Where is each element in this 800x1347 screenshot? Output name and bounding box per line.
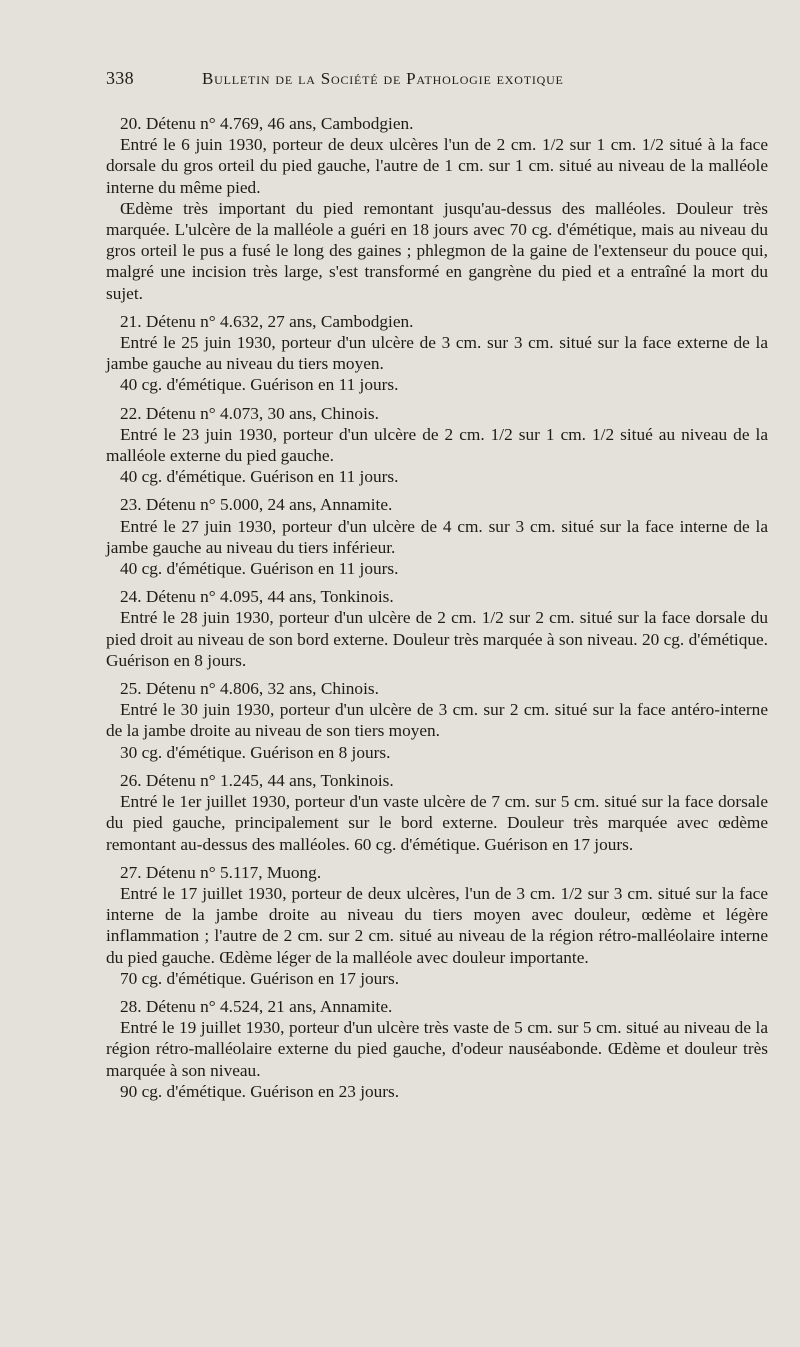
case-title: 21. Détenu n° 4.632, 27 ans, Cambodgien. <box>120 311 414 331</box>
case-title: 24. Détenu n° 4.095, 44 ans, Tonkinois. <box>120 587 394 607</box>
case-22 <box>106 403 768 488</box>
case-paragraph: Entré le 19 juillet 1930, porteur d'un ulcère très vaste de 5 cm. sur 5 cm. situé au niveau de la région rétro-malléolaire externe du pied gauche, d'odeur nauséabonde. Œdème et douleur très marquée à son niveau. <box>106 1018 768 1080</box>
case-paragraph: Entré le 30 juin 1930, porteur d'un ulcère de 3 cm. sur 2 cm. situé sur la face antéro-interne de la jambe droite au niveau de son tiers moyen. <box>106 700 768 741</box>
case-title: 26. Détenu n° 1.245, 44 ans, Tonkinois. <box>120 770 394 790</box>
case-28 <box>106 996 768 1102</box>
case-23 <box>106 494 768 579</box>
case-title: 27. Détenu n° 5.117, Muong. <box>120 862 322 882</box>
case-title: 28. Détenu n° 4.524, 21 ans, Annamite. <box>120 996 393 1016</box>
case-21 <box>106 311 768 396</box>
case-20 <box>106 113 768 304</box>
case-paragraph: 90 cg. d'émétique. Guérison en 23 jours. <box>120 1081 400 1101</box>
case-25 <box>106 678 768 763</box>
case-paragraph: Entré le 28 juin 1930, porteur d'un ulcère de 2 cm. 1/2 sur 2 cm. situé sur la face dorsale du pied droit au niveau de son bord externe. Douleur très marquée à son niveau. 20 cg. d'émétique. Guérison en 8 jours. <box>106 608 768 670</box>
case-title: 20. Détenu n° 4.769, 46 ans, Cambodgien. <box>120 114 414 133</box>
running-title: Bulletin de la Société de Pathologie exotique <box>202 69 564 88</box>
case-paragraph: Entré le 25 juin 1930, porteur d'un ulcère de 3 cm. sur 3 cm. situé sur la face externe de la jambe gauche au niveau du tiers moyen. <box>106 333 768 374</box>
case-paragraph: 70 cg. d'émétique. Guérison en 17 jours. <box>120 968 400 988</box>
case-24 <box>106 586 768 671</box>
case-title: 25. Détenu n° 4.806, 32 ans, Chinois. <box>120 679 379 699</box>
case-paragraph: Entré le 27 juin 1930, porteur d'un ulcère de 4 cm. sur 3 cm. situé sur la face interne de la jambe gauche au niveau du tiers inférieur. <box>106 516 768 557</box>
case-paragraph: Entré le 23 juin 1930, porteur d'un ulcère de 2 cm. 1/2 sur 1 cm. 1/2 situé au niveau de la malléole externe du pied gauche. <box>106 424 768 466</box>
page-header <box>106 68 768 89</box>
case-paragraph: Entré le 17 juillet 1930, porteur de deux ulcères, l'un de 3 cm. 1/2 sur 3 cm. situé sur la face interne de la jambe droite au niveau du tiers moyen avec douleur, œdème et légère inflammation ; l'autre de 2 cm. sur 2 cm. situé au niveau de la région rétro-malléolaire interne du pied gauche. Œdème léger de la malléole avec douleur importante. <box>106 883 768 967</box>
case-paragraph: 30 cg. d'émétique. Guérison en 8 jours. <box>120 742 391 762</box>
case-paragraph: 40 cg. d'émétique. Guérison en 11 jours. <box>120 375 399 395</box>
case-paragraph: 40 cg. d'émétique. Guérison en 11 jours. <box>120 467 399 487</box>
case-paragraph: Œdème très important du pied remontant jusqu'au-dessus des malléoles. Douleur très marquée. L'ulcère de la malléole a guéri en 18 jours avec 70 cg. d'émétique, mais au niveau du gros orteil le pus a fusé le long des gaines ; phlegmon de la gaine de l'extenseur du pouce qui, malgré une incision très large, s'est transformé en gangrène du pied et a entraîné la mort du sujet. <box>106 198 768 303</box>
case-paragraph: Entré le 1er juillet 1930, porteur d'un vaste ulcère de 7 cm. sur 5 cm. situé sur la face dorsale du pied gauche, principalement sur le bord externe. Douleur très marquée avec œdème remontant au-dessus des malléoles. 60 cg. d'émétique. Guérison en 17 jours. <box>106 792 768 854</box>
case-paragraph: Entré le 6 juin 1930, porteur de deux ulcères l'un de 2 cm. 1/2 sur 1 cm. 1/2 situé à la face dorsale du gros orteil du pied gauche, l'autre de 1 cm. sur 1 cm. situé au niveau de la malléole interne du même pied. <box>106 135 768 197</box>
case-title: 22. Détenu n° 4.073, 30 ans, Chinois. <box>120 403 379 423</box>
case-title: 23. Détenu n° 5.000, 24 ans, Annamite. <box>120 495 393 515</box>
case-27 <box>106 862 768 989</box>
case-paragraph: 40 cg. d'émétique. Guérison en 11 jours. <box>120 559 399 579</box>
page-number: 338 <box>106 68 134 88</box>
case-26 <box>106 770 768 855</box>
